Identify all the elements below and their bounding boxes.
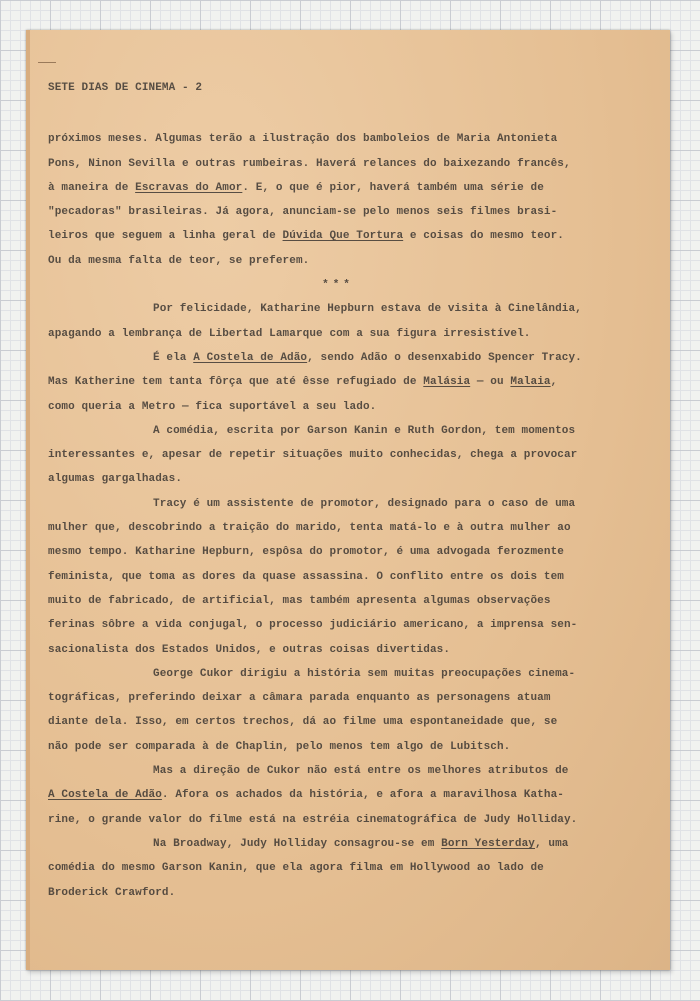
text-line: Por felicidade, Katharine Hepburn estava de visita à Cinelândia, — [153, 303, 582, 316]
text-line: George Cukor dirigiu a história sem muitas preocupações cinema- — [153, 667, 576, 680]
text-line: A comédia, escrita por Garson Kanin e Ruth Gordon, tem momentos — [153, 424, 576, 437]
text-line: Tracy é um assistente de promotor, designado para o caso de uma — [153, 497, 576, 510]
text-line: leiros que seguem a linha geral de Dúvida Que Tortura e coisas do mesmo teor. — [48, 230, 564, 243]
text-line: apagando a lembrança de Libertad Lamarque com a sua figura irresistível. — [48, 327, 531, 340]
film-title: A Costela de Adão — [193, 351, 308, 364]
paragraph — [48, 419, 648, 492]
text-line: tográficas, preferindo deixar a câmara parada enquanto as personagens atuam — [48, 692, 551, 705]
text-line: mesmo tempo. Katharine Hepburn, espôsa do promotor, é uma advogada ferozmente — [48, 546, 564, 559]
text-line: ferinas sôbre a vida conjugal, o processo judiciário americano, a imprensa sen- — [48, 619, 578, 632]
text-line: não pode ser comparada à de Chaplin, pelo menos tem algo de Lubitsch. — [48, 740, 511, 753]
text-line: rine, o grande valor do filme está na estréia cinematográfica de Judy Holliday. — [48, 813, 578, 826]
text-line: "pecadoras" brasileiras. Já agora, anunciam-se pelo menos seis filmes brasi- — [48, 206, 558, 219]
paragraph — [48, 759, 648, 832]
paragraph — [48, 297, 648, 346]
page-text — [48, 76, 648, 905]
text-line: feminista, que toma as dores da quase assassina. O conflito entre os dois tem — [48, 570, 564, 583]
text-line: Mas a direção de Cukor não está entre os melhores atributos de — [153, 765, 569, 778]
paragraph — [48, 662, 648, 759]
text-line: A Costela de Adão. Afora os achados da história, e afora a maravilhosa Katha- — [48, 789, 564, 802]
section-separator: *** — [322, 279, 354, 292]
film-title: Born Yesterday — [441, 837, 535, 850]
text-line: à maneira de Escravas do Amor. E, o que é pior, haverá também uma série de — [48, 181, 544, 194]
paragraph — [48, 346, 648, 419]
text-line: Na Broadway, Judy Holliday consagrou-se em Born Yesterday, uma — [153, 837, 569, 850]
film-title: Dúvida Que Tortura — [282, 230, 404, 243]
film-title: Malásia — [423, 376, 471, 389]
text-line: Broderick Crawford. — [48, 886, 176, 899]
text-line: sacionalista dos Estados Unidos, e outras coisas divertidas. — [48, 643, 451, 656]
text-line: próximos meses. Algumas terão a ilustração dos bamboleios de Maria Antonieta — [48, 133, 558, 146]
text-line: Pons, Ninon Sevilla e outras rumbeiras. Haverá relances do baixezando francês, — [48, 157, 571, 170]
page-edge — [26, 30, 30, 970]
paragraph — [48, 832, 648, 905]
text-line: algumas gargalhadas. — [48, 473, 183, 486]
text-line: É ela A Costela de Adão, sendo Adão o desenxabido Spencer Tracy. — [153, 351, 582, 364]
film-title: Escravas do Amor — [135, 181, 243, 194]
text-line: interessantes e, apesar de repetir situações muito conhecidas, chega a provocar — [48, 449, 578, 462]
film-title: Malaia — [510, 376, 551, 389]
page-header: SETE DIAS DE CINEMA - 2 — [48, 82, 203, 94]
film-title: A Costela de Adão — [48, 789, 162, 802]
text-line: como queria a Metro — fica suportável a seu lado. — [48, 400, 377, 413]
paragraph — [48, 492, 648, 662]
text-line: diante dela. Isso, em certos trechos, dá ao filme uma espontaneidade que, se — [48, 716, 558, 729]
text-line: mulher que, descobrindo a traição do marido, tenta matá-lo e à outra mulher ao — [48, 522, 571, 535]
pin-mark — [38, 62, 56, 63]
text-line: Ou da mesma falta de teor, se preferem. — [48, 254, 310, 267]
text-line: Mas Katherine tem tanta fôrça que até êsse refugiado de Malásia — ou Malaia, — [48, 376, 558, 389]
text-line: muito de fabricado, de artificial, mas também apresenta algumas observações — [48, 594, 551, 607]
text-line: comédia do mesmo Garson Kanin, que ela agora filma em Hollywood ao lado de — [48, 862, 544, 875]
paragraph — [48, 127, 648, 273]
